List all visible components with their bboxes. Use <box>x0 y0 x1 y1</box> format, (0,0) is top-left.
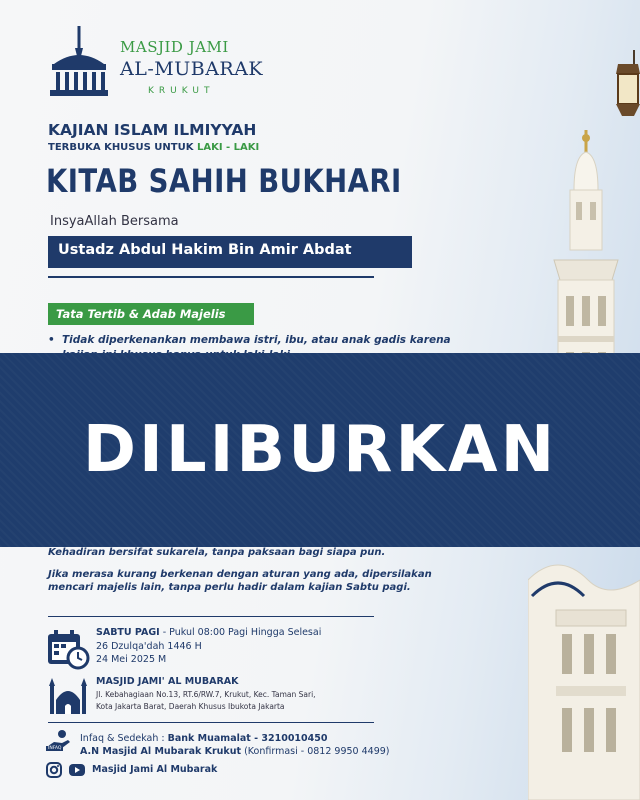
divider <box>48 276 374 278</box>
social-handle[interactable]: Masjid Jami Al Mubarak <box>92 764 218 775</box>
speaker-name: Ustadz Abdul Hakim Bin Amir Abdat <box>48 236 412 268</box>
audience-note <box>48 142 259 153</box>
divider <box>48 722 374 723</box>
event-category: KAJIAN ISLAM ILMIYYAH <box>48 121 257 139</box>
mosque-logo-icon <box>48 24 110 100</box>
event-title: KITAB SAHIH BUKHARI <box>46 162 402 200</box>
donation-label: Infaq & Sedekah : <box>80 733 168 744</box>
schedule-hijri-date: 26 Dzulqa'dah 1446 H <box>96 641 202 652</box>
location-name: MASJID JAMI' AL MUBARAK <box>96 676 239 687</box>
donation-bank: Bank Muamalat - 3210010450 <box>167 733 328 744</box>
location-address-line1: Jl. Kebahagiaan No.13, RT.6/RW.7, Krukut, Kec. Taman Sari, <box>96 690 316 699</box>
cancelled-banner <box>0 353 640 547</box>
donation-line2 <box>80 746 390 757</box>
audience-prefix: TERBUKA KHUSUS UNTUK <box>48 142 197 153</box>
brand-name-line1: MASJID JAMI <box>120 38 229 56</box>
location-address-line2: Kota Jakarta Barat, Daerah Khusus Ibukota Jakarta <box>96 702 285 711</box>
infaq-tag: INFAQ <box>48 746 62 751</box>
with-label: InsyaAllah Bersama <box>50 214 179 229</box>
brand-location: KRUKUT <box>148 86 215 96</box>
audience-accent: LAKI - LAKI <box>196 142 260 153</box>
voluntary-note: Kehadiran bersifat sukarela, tanpa paksaan bagi siapa pun. <box>48 547 386 558</box>
brand-name-line2: AL-MUBARAK <box>120 58 264 80</box>
schedule-day <box>96 627 321 638</box>
rules-heading: Tata Tertib & Adab Majelis <box>48 303 254 325</box>
donation-confirm: (Konfirmasi - 0812 9950 4499) <box>241 746 390 757</box>
minaret-lower-decoration <box>528 540 640 800</box>
instagram-icon[interactable] <box>46 762 62 778</box>
donation-line1 <box>80 733 328 744</box>
minaret-upper-decoration <box>546 90 640 390</box>
schedule-gregorian-date: 24 Mei 2025 M <box>96 654 167 665</box>
youtube-icon[interactable] <box>68 762 86 778</box>
calendar-clock-icon <box>46 628 90 670</box>
schedule-day-label: SABTU PAGI <box>96 627 160 638</box>
divider <box>48 616 374 617</box>
alternative-note: Jika merasa kurang berkenan dengan aturan yang ada, dipersilakan mencari majelis lain, tanpa perlu hadir dalam kajian Sabtu pagi. <box>48 569 432 593</box>
schedule-time: - Pukul 08:00 Pagi Hingga Selesai <box>159 627 322 638</box>
cancelled-banner-text: DILIBURKAN <box>82 413 558 487</box>
rules-bullet: • Tidak diperkenankan membawa istri, ibu, atau anak gadis karena <box>48 333 468 363</box>
mosque-location-icon <box>46 676 90 716</box>
donation-account-name: A.N Masjid Al Mubarak Krukut <box>80 746 242 757</box>
